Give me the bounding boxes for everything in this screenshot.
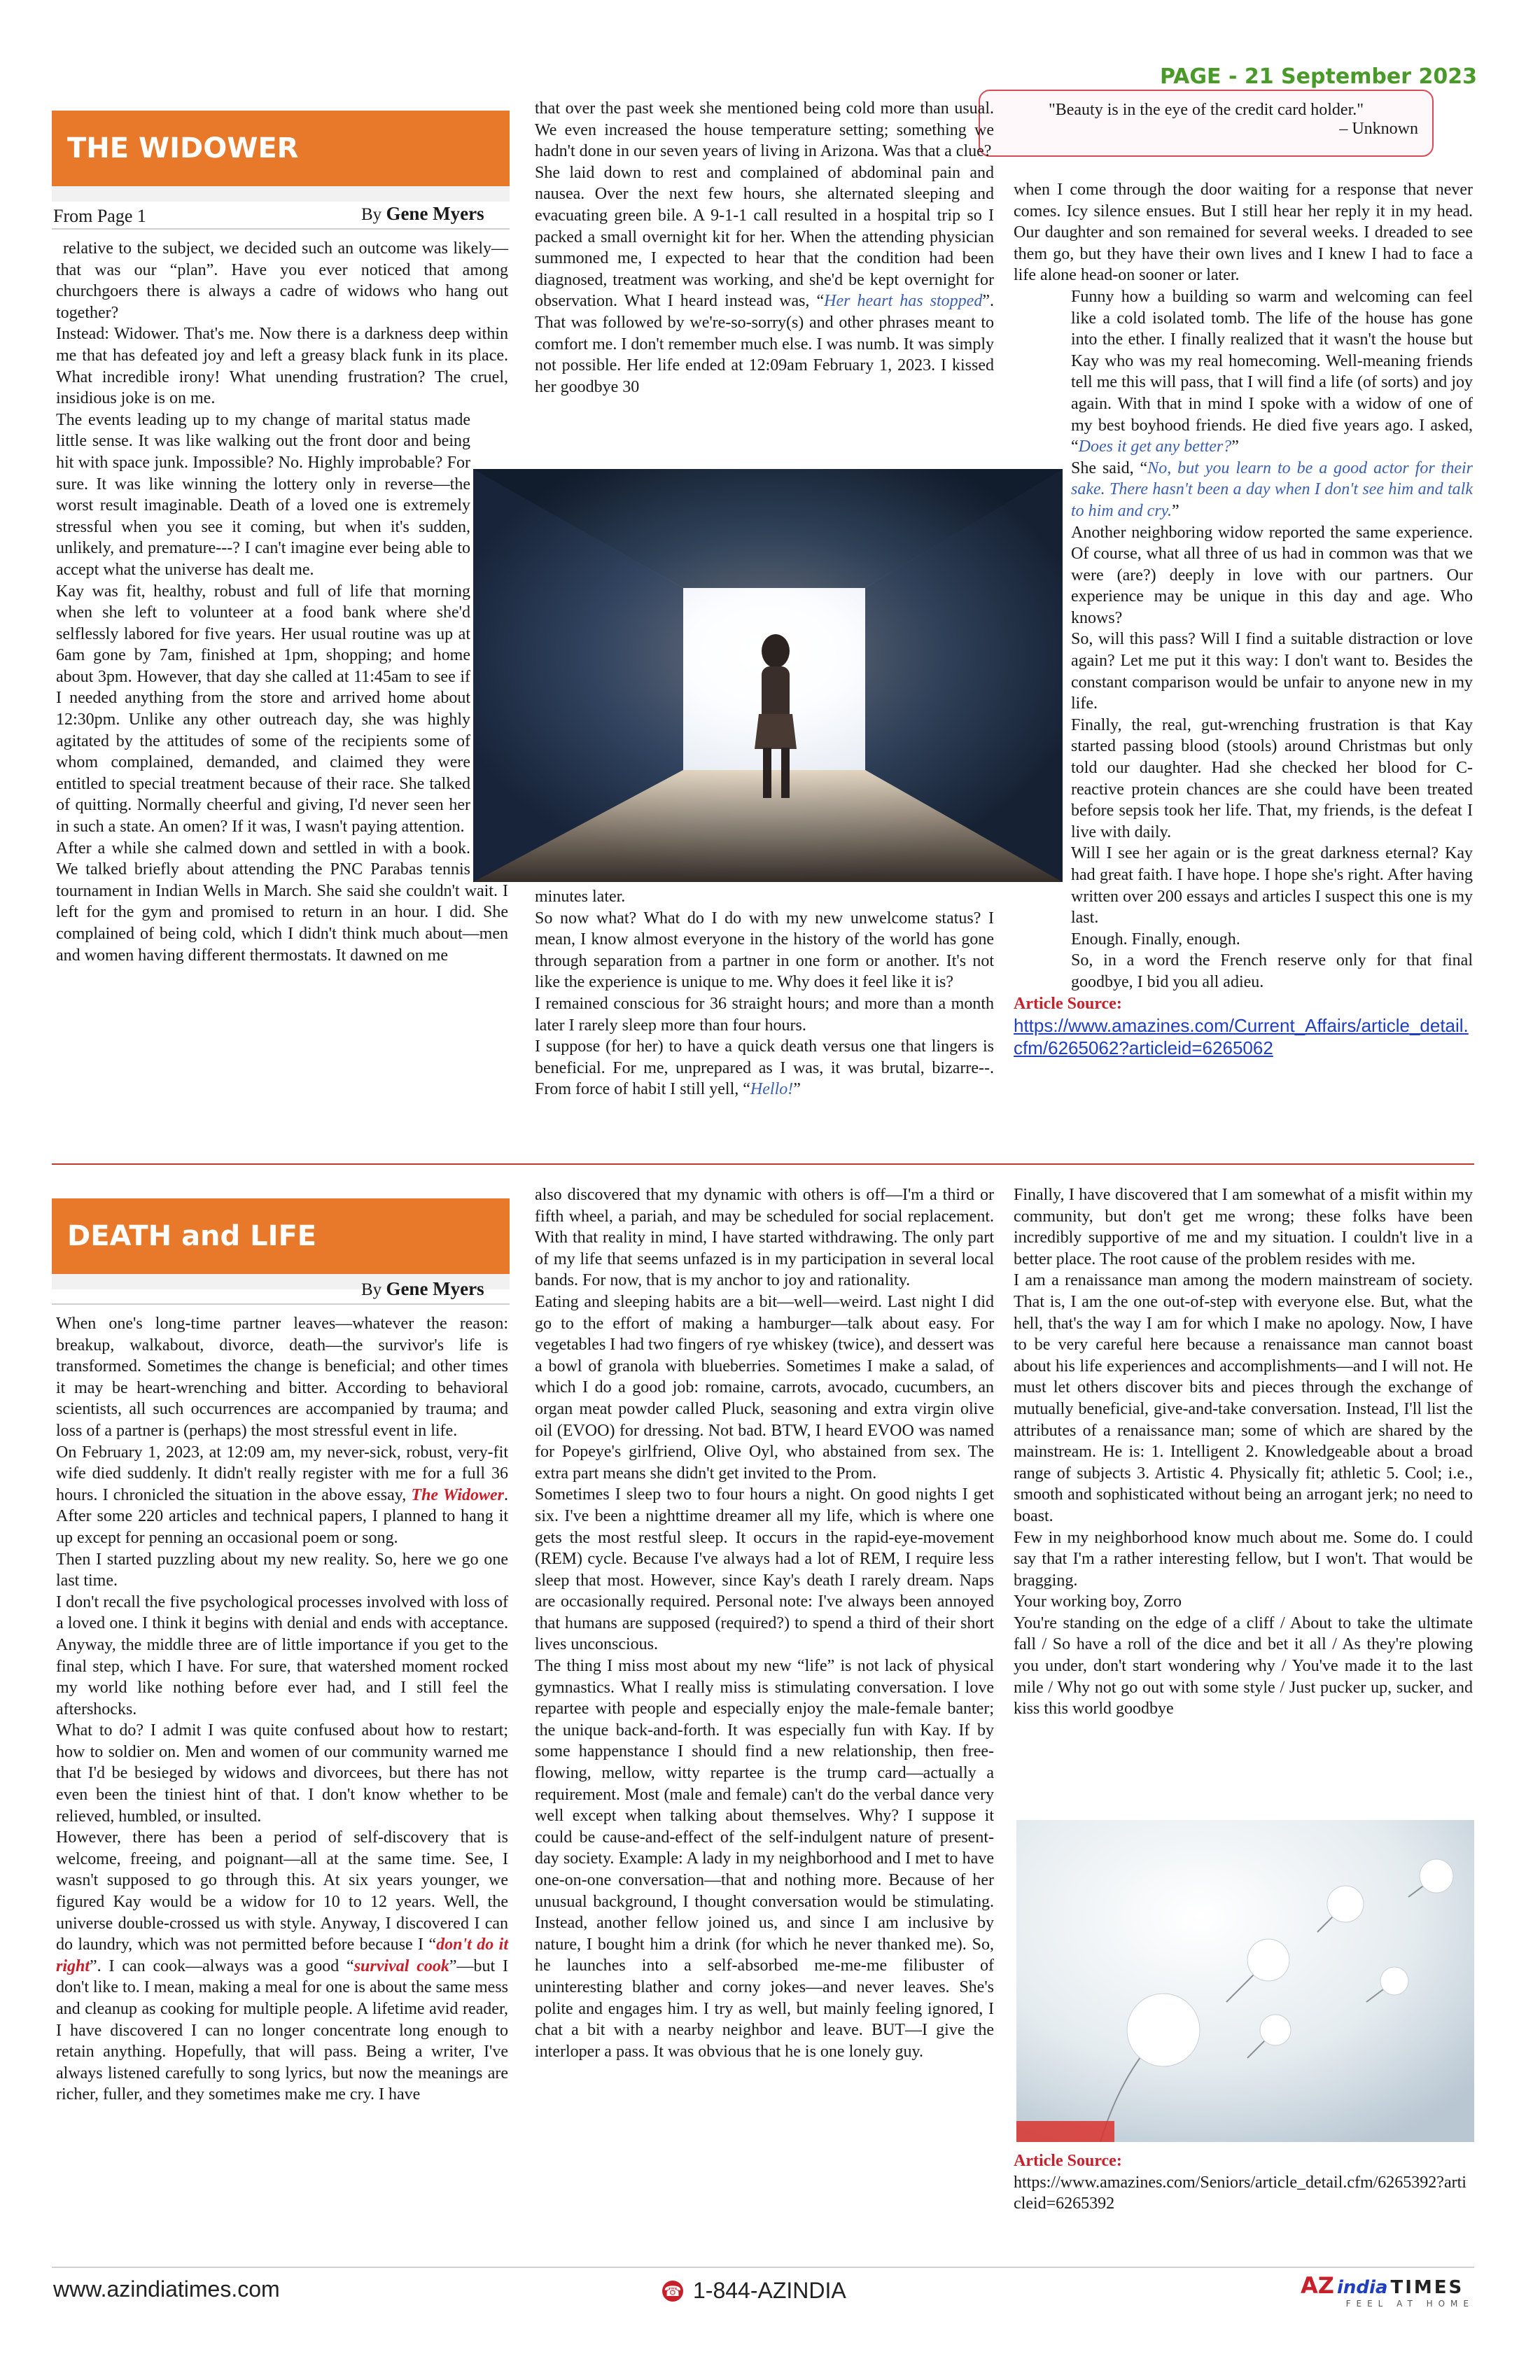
quote-author: – Unknown	[1339, 120, 1418, 138]
dont-do-it-right-quote: don't do it right	[56, 1935, 509, 1975]
phone-icon: ☎	[662, 2281, 683, 2302]
phone-number[interactable]: 1-844-AZINDIA	[693, 2278, 846, 2303]
section-divider	[52, 1163, 1474, 1165]
widower-author: Gene Myers	[386, 203, 484, 224]
quote-box	[979, 90, 1434, 157]
widower-column-2-lower	[535, 886, 994, 1138]
paragraph: Eating and sleeping habits are a bit—well—weird. Last night I did go to the effort of making a hamburger—talk about easy. For vegetables I had two fingers of rye whiskey (twice), and dessert was a bowl of granola with blueberries. Sometimes I make a salad, of which I do a good job: romaine, carrots, avocado, cucumbers, an organ meat powder called Pluck, seasoning and extra virgin olive oil (EVOO) for dressing. Not bad. BTW, I heard EVOO was named for Popeye's girlfriend, Olive Oyl, who abstained from sex. The extra part means she didn't get invited to the Prom.	[535, 1292, 994, 1483]
paragraph: Kay was fit, healthy, robust and full of life that morning when she left to volunteer at a food bank where she'd selflessly labored for five years. Her usual routine was up at 6am gone by 7am, finished at 1pm, shopping; and home about 3pm. However, that day she called at 11:45am to see if I needed anything from the store and arrived home about 12:30pm. Unlike any other outreach day, she was highly agitated by the attitudes of some of the recipients some of whom complained, demanded, and claimed they were entitled to special treatment because of their race. She talked of quitting. Normally cheerful and giving, I'd never seen her in such a state. An omen? If it was, I wasn't paying attention.	[56, 582, 470, 836]
float-spacer	[1014, 524, 1071, 979]
paragraph: She said, “No, but you learn to be a good actor for their sake. There hasn't been a day when I don't see him and talk to him and cry.”	[1071, 458, 1474, 520]
paragraph: Instead: Widower. That's me. Now there is a darkness deep within me that has defeated joy and left a greasy black funk in its place. What incredible irony! What unending frustration? The cruel, insidious joke is on me.	[56, 325, 508, 408]
paragraph: I am a renaissance man among the modern mainstream of society. That is, I am the one out-of-step with everyone else. But, what the hell, that's the way I am for which I make no apology. Now, I have to be very careful here because a renaissance man cannot boast about his life experiences and accomplishments—and I will not. He must let others discover bits and pieces through the exchange of mutually beneficial, give-and-take conversation. Instead, I'll list the attributes of a renaissance man; some of which are shared by the mainstream. He is: 1. Intelligent 2. Knowledgeable about a broad range of subjects 3. Artistic 4. Physically fit; athletic 5. Cool; i.e., smooth and sophisticated without being an arrogant jerk; no need to boast.	[1014, 1271, 1473, 1525]
article-source-link[interactable]: https://www.amazines.com/Seniors/article_detail.cfm/6265392?articleid=6265392	[1014, 2173, 1466, 2213]
paragraph: Few in my neighborhood know much about me. Some do. I could say that I'm a rather interesting fellow, but I won't. That would be bragging.	[1014, 1528, 1473, 1590]
widower-column-3	[1014, 179, 1473, 1138]
logo-times: TIMES	[1390, 2277, 1464, 2298]
paragraph: She laid down to rest and complained of abdominal pain and nausea. Over the next few hours, she alternated sleeping and evacuating green bile. A 9-1-1 call resulted in a hospital trip so I packed a small overnight kit for her. When the attending physician summoned me, I expected to hear that the condition had been diagnosed, treatment was working, and she'd be kept overnight for observation. What I heard instead was, “Her heart has stopped”. That was followed by we're-so-sorry(s) and other phrases meant to comfort me. I don't remember much else. I was numb. It was simply not possible. Her life ended at 12:09am February 1, 2023. I kissed her goodbye 30	[535, 163, 994, 396]
article-source-label: Article Source:	[1014, 994, 1122, 1013]
website[interactable]: www.azindiatimes.com	[53, 2276, 280, 2302]
widower-column-1	[56, 238, 508, 1134]
widower-banner	[52, 111, 510, 186]
paragraph: minutes later.	[535, 888, 626, 906]
death-column-3	[1014, 1184, 1473, 1814]
paragraph: Finally, I have discovered that I am somewhat of a misfit within my community, but don't get me wrong; these folks have been incredibly supportive of me and my situation. I couldn't live in a better place. The root cause of the problem resides with me.	[1014, 1186, 1473, 1268]
paragraph: relative to the subject, we decided such an outcome was likely—that was our “plan”. Have you ever noticed that among churchgoers there is always a cadre of widows who hang out together?	[56, 239, 508, 322]
reply-quote: No, but you learn to be a good actor for their sake. There hasn't been a day when I don't see him and talk to him and cry.	[1071, 458, 1474, 520]
widower-reference: The Widower	[411, 1485, 504, 1504]
dandelion-image	[1016, 1820, 1474, 2142]
paragraph: After a while she calmed down and settled in with a book. We talked briefly about attending the PNC Parabas tennis tournament in Indian Wells in March. She said she couldn't wait. I left for the gym and promised to return in an hour. I did. She complained of being cold, which I didn't think much about—men and women having different thermostats. It dawned on me	[56, 839, 508, 965]
paragraph: Another neighboring widow reported the same experience. Of course, what all three of us had in common was that we were (are?) deeply in love with our partners. Our experience may be unique in this day and age. Who knows?	[1071, 523, 1473, 627]
quote-text: "Beauty is in the eye of the credit card holder."	[1048, 101, 1364, 119]
article-source-link[interactable]: https://www.amazines.com/Current_Affairs/article_detail.cfm/6265062?articleid=6265062	[1014, 1015, 1469, 1059]
paragraph: Then I started puzzling about my new reality. So, here we go one last time.	[56, 1550, 508, 1590]
article-source-label: Article Source:	[1014, 2152, 1122, 2170]
logo-india: india	[1336, 2277, 1388, 2298]
paragraph: when I come through the door waiting for a response that never comes. Icy silence ensues. But I still hear her reply it in my head. Our daughter and son remained for several weeks. I dreaded to see them go, but they have their own lives and I knew I had to face a life alone head-on sooner or later.	[1014, 181, 1473, 285]
byline-underline	[52, 1303, 510, 1305]
paragraph: When one's long-time partner leaves—whatever the reason: breakup, walkabout, divorce, death—the survivor's life is transformed. Sometimes the change is beneficial; and other times it may be heart-wrenching and bitter. According to behavioral scientists, all such occurrences are accompanied by trauma; and loss of a partner is (perhaps) the most stressful event in life.	[56, 1315, 508, 1440]
paragraph: also discovered that my dynamic with others is off—I'm a third or fifth wheel, a pariah, and may be scheduled for social replacement. With that reality in mind, I have started withdrawing. The only part of my life that seems unfazed is in my participation in several local bands. For now, that is my anchor to joy and rationality.	[535, 1186, 994, 1290]
paragraph: So now what? What do I do with my new unwelcome status? I mean, I know almost everyone in the history of the world has gone through separation from a partner in one form or another. It's not like the experience is unique to me. Why does it feel like it is?	[535, 909, 994, 992]
paragraph: However, there has been a period of self-discovery that is welcome, freeing, and poignant—all at the same time. See, I wasn't supposed to go through this. At six years younger, we figured Kay would be a widow for 10 to 12 years. Well, the universe double-crossed us with style. Anyway, I discovered I can do laundry, which was not permitted before because I “don't do it right”. I can cook—always was a good “survival cook”—but I don't like to. I mean, making a meal for one is about the same mess and cleanup as cooking for multiple people. A lifetime avid reader, I have discovered I can no longer concentrate long enough to retain anything. Hopefully, that will pass. Being a writer, I've always listened carefully to song lyrics, but now the meanings are richer, fuller, and they sometimes make me cry. I have	[56, 1828, 509, 2104]
paragraph: So, in a word the French reserve only for that final goodbye, I bid you all adieu.	[1071, 951, 1473, 991]
paragraph: Sometimes I sleep two to four hours a night. On good nights I get six. I've been a nighttime dreamer all my life, which is where one gets the most restful sleep. It occurs in the rapid-eye-movement (REM) cycle. Because I've always had a lot of REM, I require less sleep that most. However, since Kay's death I rarely dream. Naps are occasionally required. Personal note: I've always been annoyed that humans are supposed (required?) to spend a third of their short lives unconscious.	[535, 1485, 994, 1654]
phone-block	[662, 2278, 846, 2304]
death-column-2	[535, 1184, 994, 2255]
paragraph: So, will this pass? Will I find a suitable distraction or love again? Let me put it this way: I don't want to. Besides the constant comparison would be unfair to anyone new in my life.	[1071, 630, 1473, 713]
paragraph: I suppose (for her) to have a quick death versus one that lingers is beneficial. For me, unprepared as I was, it was brutal, bizarre--. From force of habit I still yell, “Hello!”	[535, 1037, 994, 1099]
paragraph: On February 1, 2023, at 12:09 am, my never-sick, robust, very-fit wife died suddenly. It didn't really register with me for a full 36 hours. I chronicled the situation in the above essay, The Widower. After some 220 articles and technical papers, I planned to hang it up except for penning an occasional poem or song.	[56, 1443, 508, 1547]
paragraph: Finally, the real, gut-wrenching frustration is that Kay started passing blood (stools) around Christmas but only told our daughter. Had she checked her blood for C-reactive protein chances are she could have been treated before sepsis took her life. That, my friends, is the defeat I live with daily.	[1071, 715, 1473, 841]
question-quote: Does it get any better?	[1078, 438, 1232, 456]
death-title: DEATH and LIFE	[67, 1220, 317, 1252]
death-banner	[52, 1198, 510, 1274]
heart-stopped-quote: Her heart has stopped	[824, 292, 983, 311]
footer-rule	[52, 2267, 1474, 2268]
dandelion-illustration	[1016, 1820, 1474, 2142]
byline-underline	[52, 228, 510, 230]
logo	[1301, 2272, 1474, 2314]
tunnel-image	[473, 469, 1063, 882]
widower-byline: By Gene Myers	[361, 203, 484, 224]
logo-tagline: FEEL AT HOME	[1345, 2299, 1474, 2309]
death-author: Gene Myers	[386, 1278, 484, 1299]
paragraph: Funny how a building so warm and welcoming can feel like a cold isolated tomb. The life of the house has gone into the ether. I finally realized that it wasn't the house but Kay who was my real homecoming. Well-meaning friends tell me this will pass, that I will find a life (of sorts) and joy again. With that in mind I spoke with a widow of one of my best boyhood friends. He died five years ago. I asked, “Does it get any better?”	[1071, 287, 1473, 456]
paragraph: The thing I miss most about my new “life” is not lack of physical gymnastics. What I really miss is stimulating conversation. I love repartee with people and especially enjoy the male-female banter; the unique back-and-forth. It was especially fun with Kay. If by some happenstance I should find a new relationship, then free-flowing, mellow, witty repartee is the trump card—actually a requirement. Most (male and female) can't do the verbal dance very well except when talking about themselves. Why? I suppose it could be cause-and-effect of the self-indulgent nature of present-day society. Example: A lady in my neighborhood and I met to have one-on-one conversation—that and nothing more. Because of her unusual background, I thought conversation would be stimulating. Instead, another fellow joined us, and since I am inclusive by nature, I bought him a drink (for which he never thanked me). So, he launches into a self-absorbed me-me-me filibuster of uninteresting blather and corny jokes—and never leaves. She's polite and engages him. I try as well, but mainly feeling ignored, I chat a bit with a nearby neighbor and leave. BUT—I give the interloper a pass. It was obvious that he is one lonely guy.	[535, 1657, 994, 2061]
death-source	[1014, 2150, 1473, 2215]
paragraph: What to do? I admit I was quite confused about how to restart; how to soldier on. Men and women of our community warned me that I'd be besieged by widows and divorcees, but there has not even been the tiniest hint of that. I don't know whether to be relieved, humbled, or insulted.	[56, 1721, 508, 1826]
tunnel-illustration	[473, 469, 1063, 882]
death-column-1	[56, 1313, 508, 2251]
banner-underbar	[52, 186, 510, 202]
hello-quote: Hello!	[750, 1080, 794, 1099]
paragraph: that over the past week she mentioned being cold more than usual. We even increased the house temperature setting; something we hadn't done in our seven years of living in Arizona. Was that a clue?	[535, 99, 994, 161]
paragraph: Will I see her again or is the great darkness eternal? Kay had great faith. I have hope. I hope she's right. After having written over 200 essays and articles I suspect this one is my last.	[1071, 844, 1473, 927]
paragraph: I don't recall the five psychological processes involved with loss of a loved one. I think it begins with denial and ends with acceptance. Anyway, the middle three are of little importance if you get to the final step, which I have. For sure, that watershed moment rocked my world like nothing before ever had, and I still feel the aftershocks.	[56, 1592, 508, 1718]
paragraph: The events leading up to my change of marital status made little sense. It was like walking out the front door and being hit with space junk. Impossible? No. Highly improbable? For sure. It was like winning the lottery only in reverse—the worst result imaginable. Death of a loved one is extremely stressful when you see it coming, but when it's sudden, unlikely, and premature---? I can't imagine ever being able to accept what the universe has dealt me.	[56, 410, 470, 579]
paragraph: You're standing on the edge of a cliff / About to take the ultimate fall / So have a roll of the dice and bet it all / As they're plowing you under, don't start wondering why / You've made it to the last mile / Why not go out with some style / Just pucker up, sucker, and kiss this world goodbye	[1014, 1614, 1473, 1718]
paragraph: Your working boy, Zorro	[1014, 1592, 1182, 1611]
paragraph: Enough. Finally, enough.	[1071, 930, 1240, 948]
from-page: From Page 1	[53, 206, 146, 226]
paragraph: I remained conscious for 36 straight hours; and more than a month later I rarely sleep more than four hours.	[535, 994, 994, 1035]
widower-title: THE WIDOWER	[67, 132, 299, 164]
survival-cook-quote: survival cook	[354, 1956, 449, 1975]
logo-az: AZ	[1301, 2272, 1334, 2299]
page-date: PAGE - 21 September 2023	[1159, 64, 1477, 89]
death-byline: By Gene Myers	[361, 1278, 484, 1299]
